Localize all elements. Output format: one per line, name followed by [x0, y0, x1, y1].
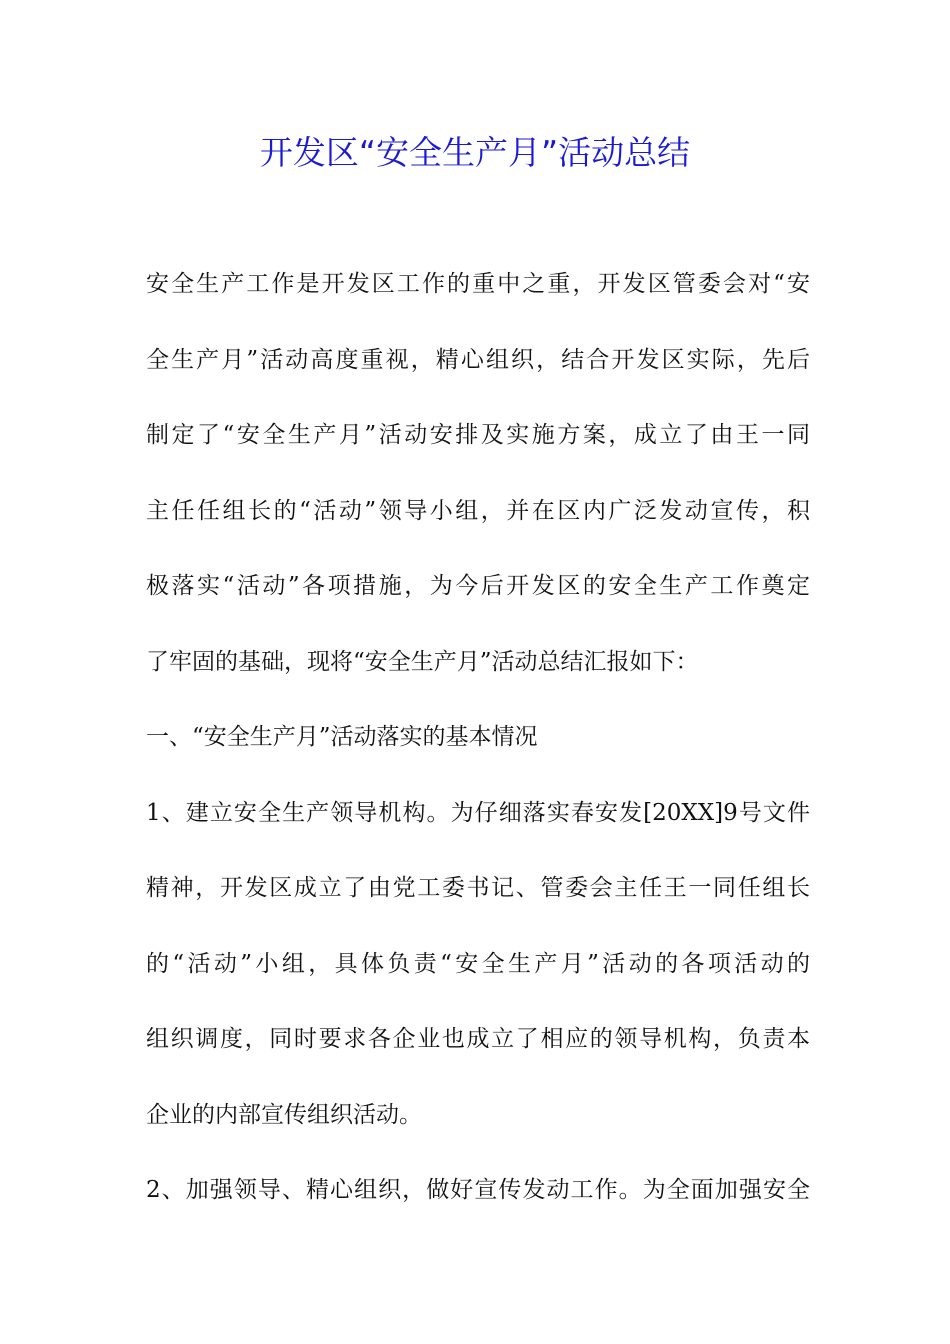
body-line-3: 制定了“安全生产月”活动安排及实施方案，成立了由王一同	[146, 422, 810, 448]
body-line-8: 1、建立安全生产领导机构。为仔细落实春安发[20XX]9号文件	[146, 799, 810, 826]
body-line-10: 的“活动”小组，具体负责“安全生产月”活动的各项活动的	[146, 950, 810, 977]
body-line-1: 安全生产工作是开发区工作的重中之重，开发区管委会对“安	[146, 271, 810, 297]
body-line-6: 了牢固的基础，现将“安全生产月”活动总结汇报如下：	[146, 648, 699, 675]
body-line-5: 极落实“活动”各项措施，为今后开发区的安全生产工作奠定	[146, 573, 810, 599]
body-line-2: 全生产月”活动高度重视，精心组织，结合开发区实际，先后	[146, 346, 810, 373]
body-line-13: 2、加强领导、精心组织，做好宣传发动工作。为全面加强安全	[146, 1177, 810, 1203]
body-line-11: 组织调度，同时要求各企业也成立了相应的领导机构，负责本	[146, 1026, 810, 1052]
document-title: 开发区“安全生产月”活动总结	[259, 133, 691, 172]
body-line-12: 企业的内部宣传组织活动。	[146, 1101, 422, 1128]
section-heading: 一、“安全生产月”活动落实的基本情况	[146, 724, 538, 750]
body-line-4: 主任任组长的“活动”领导小组，并在区内广泛发动宣传，积	[146, 497, 810, 524]
document-body	[146, 260, 810, 1242]
body-line-9: 精神，开发区成立了由党工委书记、管委会主任王一同任组长	[146, 875, 810, 901]
